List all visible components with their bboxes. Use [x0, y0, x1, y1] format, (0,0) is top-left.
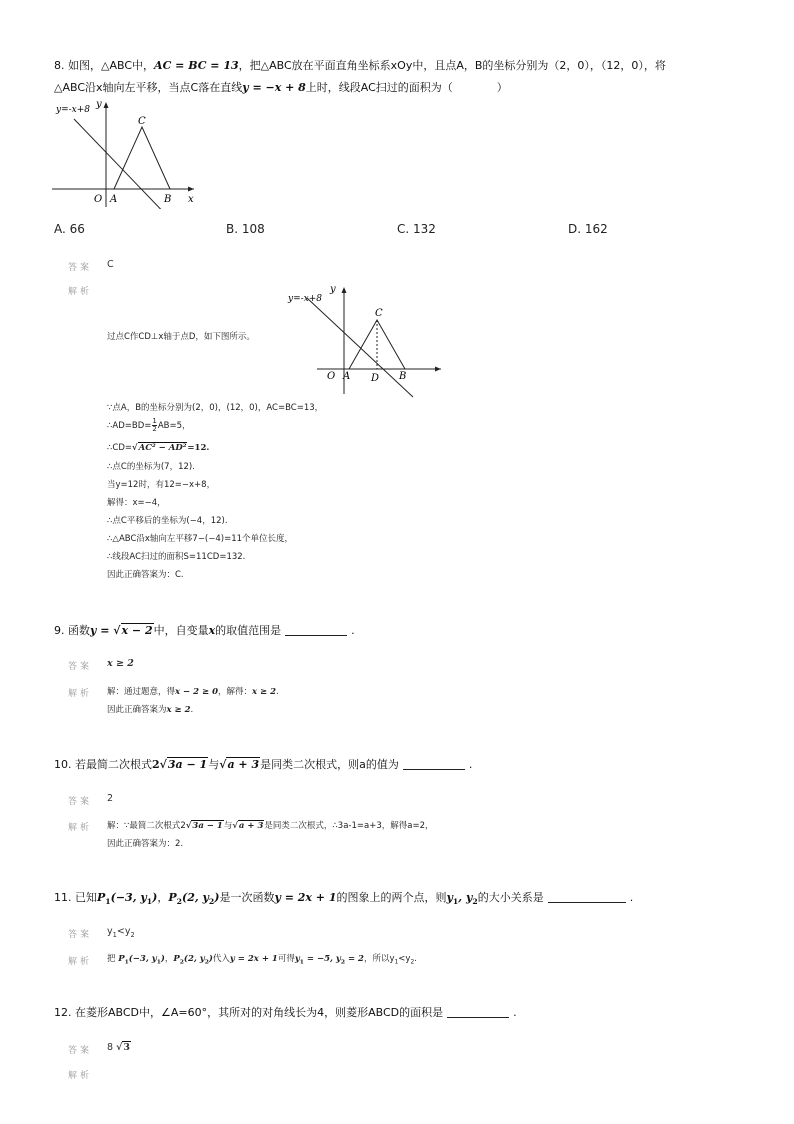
point-c-label: C — [138, 116, 146, 127]
q12-answer-label: 答案 — [68, 1046, 93, 1056]
math: x — [208, 624, 216, 637]
fraction-denominator: 2 — [152, 425, 157, 433]
q12-analysis-label: 解析 — [68, 1071, 93, 1081]
q8-solution-text: AB=5， — [157, 421, 191, 431]
math: y — [107, 926, 113, 937]
math: y — [446, 891, 453, 904]
point-a-label: A — [343, 371, 351, 382]
q8-option-c[interactable]: C. 132 — [397, 222, 436, 236]
q9-solution-step — [107, 684, 279, 701]
q11-solution-text: . — [414, 954, 417, 964]
point-b-label: B — [399, 371, 407, 382]
q10-text: 是同类二次根式，则a的值为 — [260, 758, 399, 771]
q11-text: . — [629, 891, 634, 904]
math: P — [118, 954, 125, 964]
sqrt-symbol: √ — [219, 758, 227, 771]
line-y-neg-x-plus-8 — [307, 298, 413, 397]
math: P — [168, 891, 177, 904]
q8-solution-text: ∴AD=BD= — [107, 421, 152, 431]
line-y-neg-x-plus-8 — [74, 119, 172, 209]
y-axis-arrow — [104, 102, 109, 108]
q8-line-equation: y = −x + 8 — [242, 81, 306, 94]
math: 2 — [152, 758, 160, 771]
q10-solution-text: 是同类二次根式，∴3a-1=a+3，解得a=2， — [264, 821, 434, 831]
math: y — [294, 954, 300, 964]
math: = 2 — [345, 954, 364, 964]
math: 1 — [452, 897, 459, 907]
q8-solution-step: ∴点C平移后的坐标为(−4，12). — [107, 516, 228, 526]
math: ) — [160, 954, 165, 964]
q8-solution-step: ∵点A，B的坐标分别为(2，0)，(12，0)，AC=BC=13， — [107, 403, 324, 413]
q11-solution-text: ，所以y — [363, 954, 395, 964]
math: y = — [90, 624, 114, 637]
radicand: 3a − 1 — [167, 758, 208, 771]
q8-solution-step — [107, 440, 209, 457]
math: 1 — [124, 958, 129, 966]
q10-solution-step — [107, 818, 434, 835]
math: 1 — [394, 958, 399, 966]
q10-text: 若最简二次根式 — [75, 758, 152, 771]
q8-solution-step: 当y=12时，有12=−x+8， — [107, 480, 216, 490]
math: 2 — [179, 958, 184, 966]
math: 2 — [130, 930, 135, 939]
point-a-label: A — [110, 194, 118, 205]
q10-question — [54, 757, 472, 773]
q10-text: . — [468, 758, 473, 771]
triangle-abc — [114, 127, 170, 189]
radicand: a + 3 — [238, 821, 264, 831]
q8-solution-step: ∴△ABC沿x轴向左平移7−(−4)=11个单位长度， — [107, 534, 294, 544]
q8-line2 — [54, 80, 508, 96]
x-axis-arrow — [435, 367, 441, 372]
math: <y — [116, 926, 131, 937]
math: 1 — [156, 958, 161, 966]
q8-option-d[interactable]: D. 162 — [568, 222, 608, 236]
q12-answer-blank[interactable] — [447, 1006, 509, 1018]
q9-answer-label: 答案 — [68, 662, 93, 672]
q9-solution-text: . — [276, 687, 279, 697]
q9-solution-text: . — [190, 705, 194, 715]
q8-figure — [52, 97, 202, 209]
q11-solution-text: 可得 — [277, 954, 295, 964]
radicand: 3a − 1 — [192, 821, 223, 831]
fraction-numerator: 1 — [152, 417, 157, 425]
q11-answer-label: 答案 — [68, 930, 93, 940]
q10-text: 与 — [208, 758, 220, 771]
q9-solution-step — [107, 702, 193, 719]
math: ) — [152, 891, 158, 904]
q11-question — [54, 890, 633, 910]
math: , y — [458, 891, 473, 904]
radicand: x − 2 — [121, 624, 153, 637]
math: y = 2x + 1 — [274, 891, 337, 904]
q10-answer-blank[interactable] — [403, 758, 465, 770]
math: (−3, y — [110, 891, 147, 904]
q10-number: 10. — [54, 758, 72, 771]
q9-analysis-label: 解析 — [68, 689, 93, 699]
y-axis-arrow — [342, 287, 347, 293]
math: x ≥ 2 — [166, 705, 191, 715]
q11-solution-text: 代入 — [212, 954, 230, 964]
q9-answer-value: x ≥ 2 — [107, 658, 134, 669]
q11-text: ， — [157, 891, 169, 904]
q8-solution-step: 因此正确答案为：C. — [107, 570, 184, 580]
q8-solution-text: =12. — [187, 443, 210, 453]
q8-text: △ABC沿x轴向左平移，当点C落在直线 — [54, 81, 243, 94]
q8-equation: AC = BC = 13 — [154, 59, 239, 72]
q8-line1 — [54, 58, 666, 74]
q10-answer-label: 答案 — [68, 797, 93, 807]
q9-text: 函数 — [68, 624, 90, 637]
q8-option-b[interactable]: B. 108 — [226, 222, 265, 236]
math: 1 — [112, 930, 117, 939]
q8-solution-step: ∴点C的坐标为(7，12). — [107, 462, 195, 472]
point-d-label: D — [371, 373, 380, 384]
x-axis-arrow — [188, 187, 194, 192]
math: (2, y — [183, 954, 205, 964]
q10-solution-text: 解：∵最简二次根式2 — [107, 821, 186, 831]
q8-analysis-intro: 过点C作CD⊥x轴于点D，如下图所示。 — [107, 332, 255, 342]
line-label: y=-x+8 — [288, 294, 323, 304]
q12-text: 在菱形ABCD中，∠A=60°，其所对的对角线长为4，则菱形ABCD的面积是 — [75, 1006, 444, 1019]
math: 2 — [204, 958, 209, 966]
origin-label: O — [327, 371, 336, 382]
q11-solution-text: ， — [164, 954, 174, 964]
q8-number: 8. — [54, 59, 65, 72]
math: 2 — [176, 897, 182, 907]
math: 1 — [299, 958, 304, 966]
sqrt-symbol: √ — [185, 821, 192, 831]
x-axis-label: x — [188, 194, 194, 205]
math: ) — [208, 954, 213, 964]
math: 1 — [105, 897, 111, 907]
sqrt-symbol: √ — [232, 821, 238, 831]
q11-text: 是一次函数 — [219, 891, 275, 904]
radicand: AC² − AD² — [138, 443, 187, 453]
q12-question — [54, 1005, 517, 1021]
q11-answer-blank[interactable] — [548, 891, 626, 903]
q11-solution-text: 把 — [107, 954, 116, 964]
math: P — [173, 954, 180, 964]
math: y = 2x + 1 — [229, 954, 278, 964]
math: 1 — [146, 897, 153, 907]
sqrt-symbol: √ — [113, 624, 121, 637]
q8-option-a[interactable]: A. 66 — [54, 222, 85, 236]
q9-solution-text: 因此正确答案为 — [107, 705, 167, 715]
q11-number: 11. — [54, 891, 72, 904]
sqrt-symbol: √ — [116, 1042, 123, 1053]
q9-solution-text: ，解得： — [218, 687, 253, 697]
q8-solution-figure — [285, 282, 445, 400]
math: (2, y — [182, 891, 209, 904]
q9-text: . — [351, 624, 355, 637]
q10-answer-value: 2 — [107, 793, 114, 804]
radicand: 3 — [123, 1042, 130, 1053]
q8-text: 上时，线段AC扫过的面积为（ ） — [305, 81, 508, 94]
q9-number: 9. — [54, 624, 65, 637]
q9-text: 中，自变量 — [153, 624, 209, 637]
q8-solution-step: 解得：x=−4， — [107, 498, 166, 508]
math: 2 — [208, 897, 215, 907]
q11-text: 的图象上的两个点，则 — [336, 891, 447, 904]
q8-analysis-label: 解析 — [68, 287, 93, 297]
point-b-label: B — [164, 194, 172, 205]
q8-text: 如图，△ABC中， — [68, 59, 155, 72]
q11-text: 已知 — [75, 891, 97, 904]
q8-text: ，把△ABC放在平面直角坐标系xOy中，且点A，B的坐标分别为（2，0），（12，0），将 — [238, 59, 666, 72]
math: P — [97, 891, 106, 904]
q8-answer-label: 答案 — [68, 263, 93, 273]
q12-answer-value — [107, 1042, 131, 1053]
q9-text: 的取值范围是 — [215, 624, 282, 637]
q11-text: 的大小关系是 — [477, 891, 544, 904]
point-c-label: C — [375, 308, 383, 319]
q9-question — [54, 623, 355, 639]
q11-answer-value — [107, 926, 135, 939]
q9-solution-text: 解：通过题意，得 — [107, 687, 176, 697]
y-axis-label: y — [96, 99, 102, 110]
q9-answer-blank[interactable] — [285, 624, 347, 636]
line-label: y=-x+8 — [56, 105, 91, 115]
math: x − 2 ≥ 0 — [175, 687, 218, 697]
math: 8 — [107, 1042, 114, 1053]
y-axis-label: y — [330, 284, 336, 295]
q8-solution-step — [107, 418, 191, 435]
q11-solution-text: <y — [398, 954, 411, 964]
math: = −5, y — [303, 954, 341, 964]
q10-solution-text: 与 — [223, 821, 233, 831]
q8-solution-step: ∴线段AC扫过的面积S=11CD=132. — [107, 552, 246, 562]
math: 2 — [410, 958, 415, 966]
q12-text: . — [513, 1006, 517, 1019]
sqrt-symbol: √ — [159, 758, 167, 771]
math: x ≥ 2 — [252, 687, 277, 697]
sqrt-symbol: √ — [132, 443, 138, 453]
q12-number: 12. — [54, 1006, 72, 1019]
math: 2 — [472, 897, 478, 907]
origin-label: O — [94, 194, 103, 205]
q11-solution-step — [107, 951, 417, 971]
q8-answer-value: C — [107, 259, 114, 270]
math: ) — [214, 891, 220, 904]
q10-analysis-label: 解析 — [68, 823, 93, 833]
math: 2 — [340, 958, 346, 966]
fraction — [152, 418, 156, 433]
q8-solution-text: ∴CD= — [107, 443, 133, 453]
q10-solution-step: 因此正确答案为：2. — [107, 839, 184, 849]
radicand: a + 3 — [227, 758, 260, 771]
math: (−3, y — [128, 954, 157, 964]
q11-analysis-label: 解析 — [68, 957, 93, 967]
